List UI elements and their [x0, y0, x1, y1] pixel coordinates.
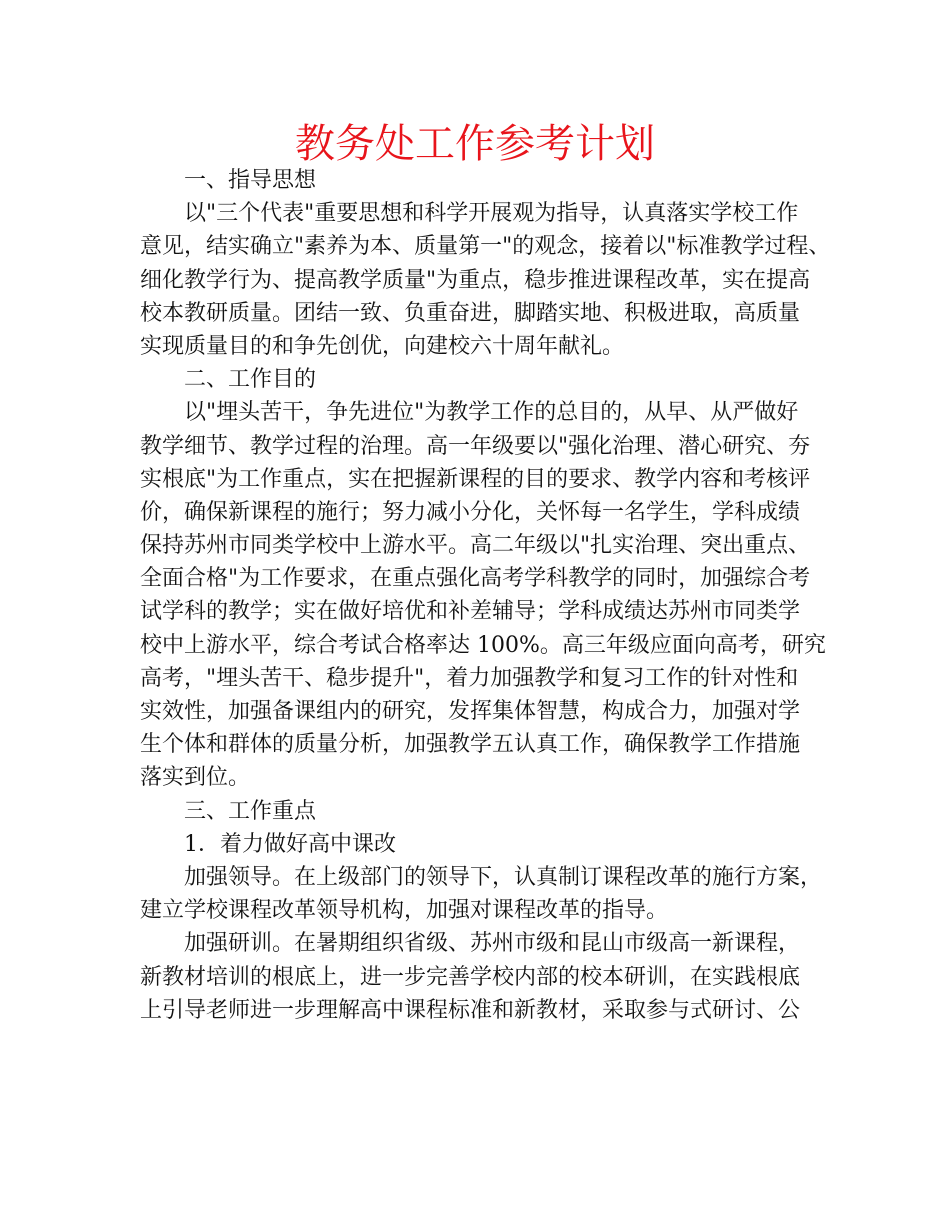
text-line: 保持苏州市同类学校中上游水平。高二年级以"扎实治理、突出重点、: [140, 533, 811, 559]
text-line: 实效性，加强备课组内的研究，发挥集体智慧，构成合力，加强对学: [140, 699, 801, 724]
text-line: 落实到位。: [140, 765, 251, 791]
text-line: 三、工作重点: [184, 798, 317, 824]
text-line: 教学细节、教学过程的治理。高一年级要以"强化治理、潜心研究、夯: [140, 433, 811, 459]
text-line: 加强研训。在暑期组织省级、苏州市级和昆山市级高一新课程，: [184, 931, 801, 957]
text-line: 实现质量目的和争先创优，向建校六十周年献礼。: [140, 333, 625, 359]
text-line: 以"三个代表"重要思想和科学开展观为指导，认真落实学校工作: [184, 201, 799, 227]
text-line: 试学科的教学；实在做好培优和补差辅导；学科成绩达苏州市同类学: [140, 599, 801, 625]
text-line: 一、指导思想: [184, 168, 317, 193]
text-line: 细化教学行为、提高教学质量"为重点，稳步推进课程改革，实在提高: [140, 267, 811, 293]
text-line: 校中上游水平，综合考试合格率达 100%。高三年级应面向高考，研究: [140, 632, 826, 658]
text-line: 校本教研质量。团结一致、负重奋进，脚踏实地、积极进取，高质量: [140, 300, 801, 326]
text-line: 意见，结实确立"素养为本、质量第一"的观念，接着以"标准教学过程、: [140, 234, 831, 260]
text-line: 全面合格"为工作要求，在重点强化高考学科教学的同时，加强综合考: [140, 566, 811, 592]
text-line: 上引导老师进一步理解高中课程标准和新教材，采取参与式研讨、公: [140, 997, 801, 1023]
text-line: 加强领导。在上级部门的领导下，认真制订课程改革的施行方案，: [184, 864, 823, 890]
text-line: 高考，"埋头苦干、稳步提升"，着力加强教学和复习工作的针对性和: [140, 665, 799, 691]
text-line: 以"埋头苦干，争先进位"为教学工作的总目的，从早、从严做好: [184, 400, 799, 426]
document-body: [140, 164, 831, 1027]
text-line: 实根底"为工作重点，实在把握新课程的目的要求、教学内容和考核评: [140, 466, 811, 492]
text-line: 二、工作目的: [184, 367, 317, 393]
text-line: 建立学校课程改革领导机构，加强对课程改革的指导。: [140, 898, 669, 924]
text-line: 新教材培训的根底上，进一步完善学校内部的校本研训，在实践根底: [140, 964, 801, 990]
text-line: 价，确保新课程的施行；努力减小分化，关怀每一名学生，学科成绩: [140, 499, 801, 525]
text-line: 1．着力做好高中课改: [184, 831, 396, 857]
text-line: 生个体和群体的质量分析，加强教学五认真工作，确保教学工作措施: [140, 732, 801, 758]
document-title: 教务处工作参考计划: [295, 121, 655, 167]
